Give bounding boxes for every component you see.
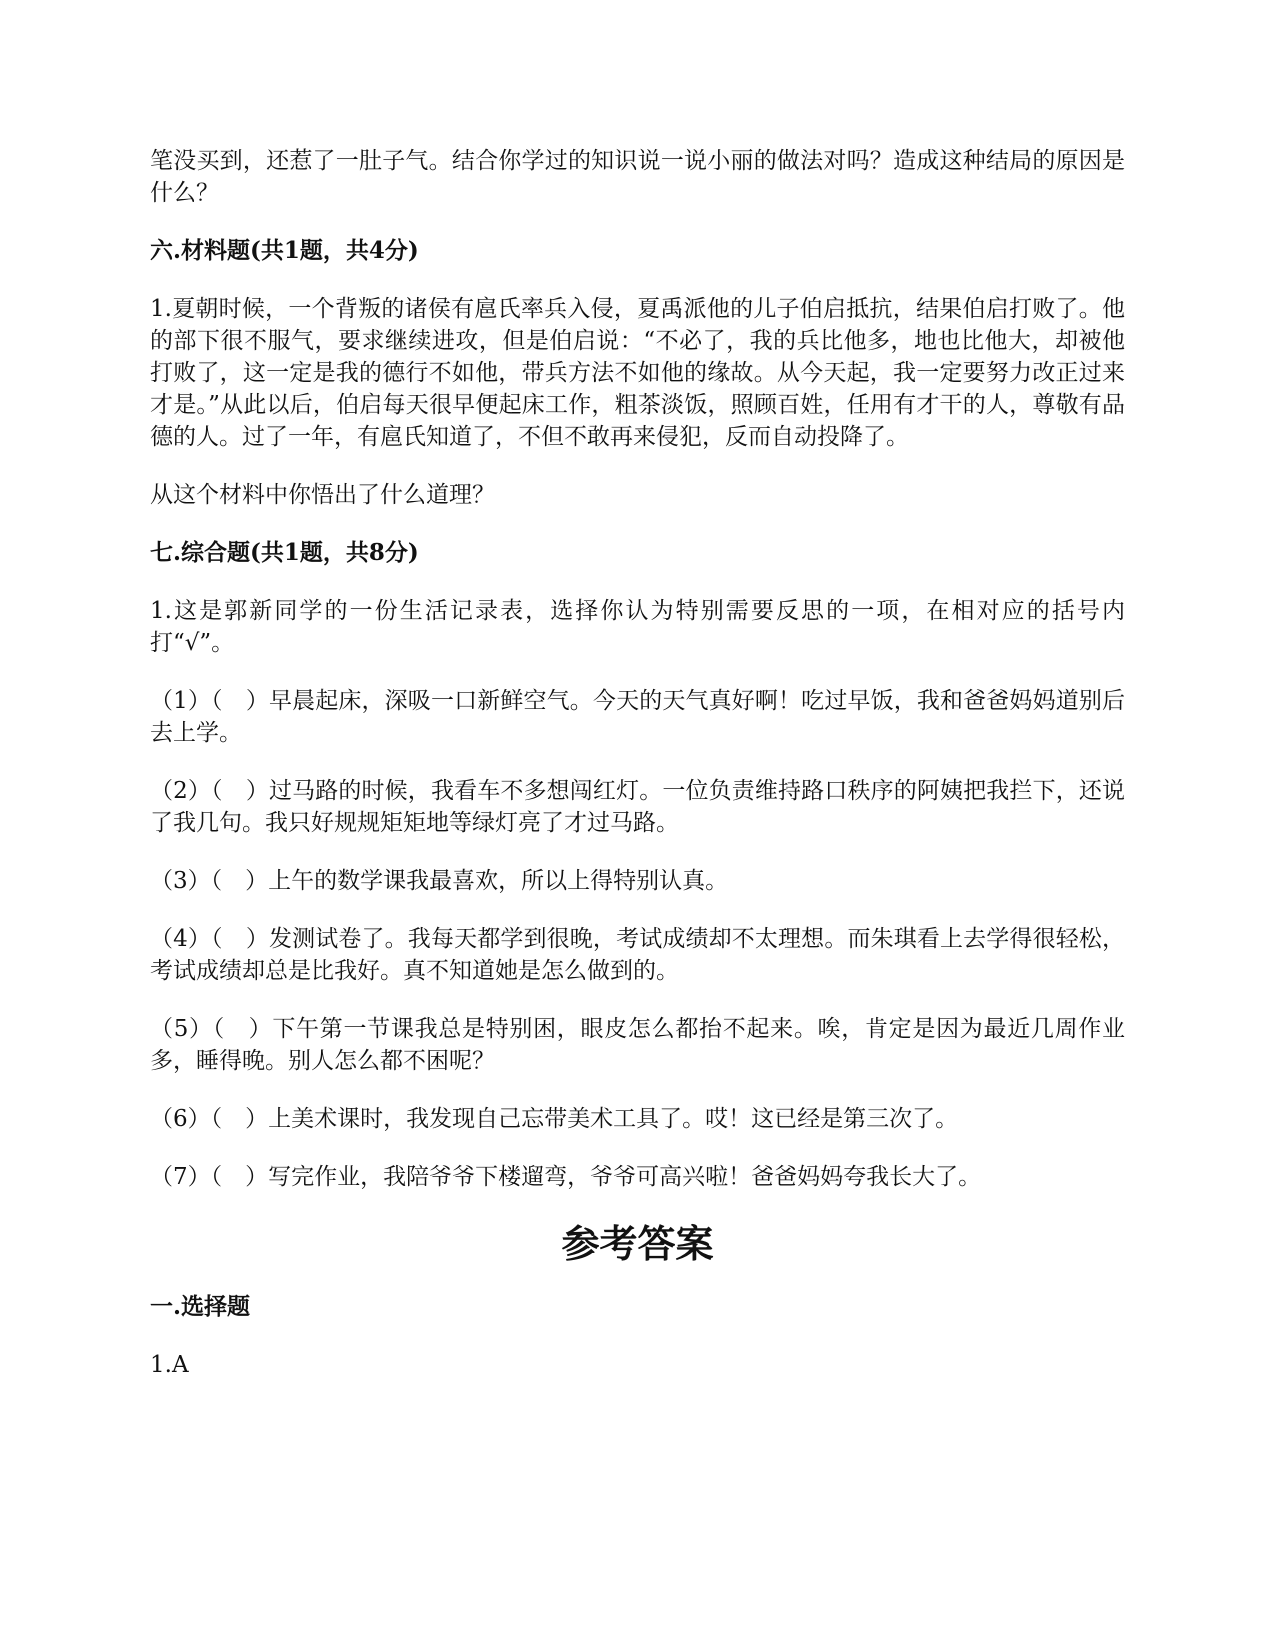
question-continuation: 笔没买到，还惹了一肚子气。结合你学过的知识说一说小丽的做法对吗？造成这种结局的原因是什么？: [150, 148, 1125, 206]
material-question: 从这个材料中你悟出了什么道理？: [150, 482, 495, 508]
material-passage: 1.夏朝时候，一个背叛的诸侯有扈氏率兵入侵，夏禹派他的儿子伯启抵抗，结果伯启打败了。他的部下很不服气，要求继续进攻，但是伯启说：“不必了，我的兵比他多，地也比他大，却被他打败了，这一定是我的德行不如他，带兵方法不如他的缘故。从今天起，我一定要努力改正过来才是。”从此以后，伯启每天很早便起床工作，粗茶淡饭，照顾百姓，任用有才干的人，尊敬有品德的人。过了一年，有扈氏知道了，不但不敢再来侵犯，反而自动投降了。: [150, 296, 1125, 450]
record-item-3: （3）（ ）上午的数学课我最喜欢，所以上得特别认真。: [150, 868, 729, 894]
record-item-1: （1）（ ）早晨起床，深吸一口新鲜空气。今天的天气真好啊！吃过早饭，我和爸爸妈妈道别后去上学。: [150, 688, 1125, 746]
answer-key-title: 参考答案: [561, 1221, 714, 1266]
record-item-2: （2）（ ）过马路的时候，我看车不多想闯红灯。一位负责维持路口秩序的阿姨把我拦下，还说了我几句。我只好规规矩矩地等绿灯亮了才过马路。: [150, 778, 1125, 836]
document-page: [150, 145, 1125, 1407]
comprehensive-question: 1.这是郭新同学的一份生活记录表，选择你认为特别需要反思的一项，在相对应的括号内打“√”。: [150, 598, 1125, 656]
section-heading-choice: 一.选择题: [150, 1293, 251, 1320]
section-heading-material: 六.材料题(共1题，共4分): [150, 237, 419, 264]
record-item-4: （4）（ ）发测试卷了。我每天都学到很晚，考试成绩却不太理想。而朱琪看上去学得很轻松，考试成绩却总是比我好。真不知道她是怎么做到的。: [150, 926, 1125, 984]
answer-1: 1.A: [150, 1352, 189, 1378]
record-item-6: （6）（ ）上美术课时，我发现自己忘带美术工具了。哎！这已经是第三次了。: [150, 1106, 959, 1132]
section-heading-comprehensive: 七.综合题(共1题，共8分): [150, 539, 419, 566]
record-item-7: （7）（ ）写完作业，我陪爷爷下楼遛弯，爷爷可高兴啦！爸爸妈妈夸我长大了。: [150, 1164, 982, 1190]
record-item-5: （5）（ ）下午第一节课我总是特别困，眼皮怎么都抬不起来。唉，肯定是因为最近几周作业多，睡得晚。别人怎么都不困呢？: [150, 1016, 1125, 1074]
